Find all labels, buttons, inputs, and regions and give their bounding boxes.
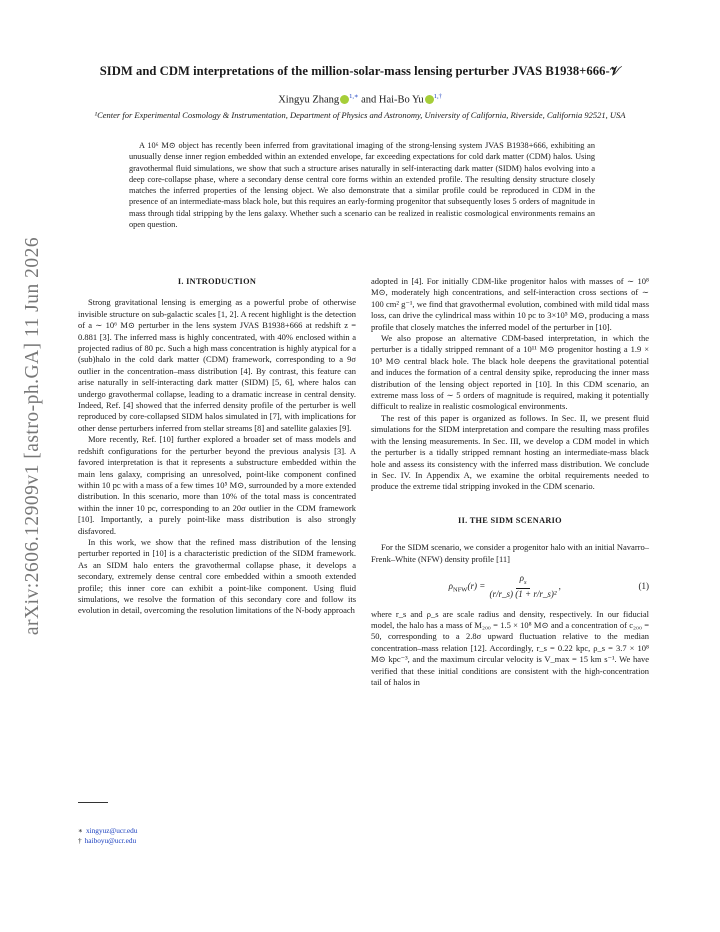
abstract: A 10⁶ M⊙ object has recently been inferred from gravitational imaging of the strong-lensing system JVAS B1938+666, exhibiting an unusually dense inner region embedded within an extended envelope, far exceeding expectations for cold dark matter (CDM) halos. Using gravothermal fluid simulations, we show that such a structure arises naturally in self-interacting dark matter (SIDM) halos evolving into a deep core-collapse phase, where a secondary dense central core forms within an extended profile. The resulting density structure closely matches the inferred properties of the lensing object. We also demonstrate that a similar profile could be reproduced in CDM in the presence of an intermediate-mass black hole, but this requires an early-forming progenitor that subsequently loses 5 orders of magnitude in mass through tidal stripping by the lens galaxy. Whether such a scenario can be realized in realistic cosmological environments remains an open question. — [129, 141, 595, 230]
right-column — [371, 276, 649, 688]
body-paragraph: We also propose an alternative CDM-based interpretation, in which the perturber is a tidally stripped remnant of a 10¹¹ M⊙ progenitor hosting a 1.9 × 10⁵ M⊙ central black hole. The black hole deepens the gravitational potential and induces the formation of a central density spike, reproducing the inner mass distribution of the lensing object reported in [10]. In this CDM scenario, an extreme mass loss of ∼ 5 orders of magnitude is required, making it potentially difficult to realize in realistic cosmological environments. — [371, 333, 649, 412]
body-paragraph: The rest of this paper is organized as follows. In Sec. II, we present fluid simulations for the SIDM interpretation and compare the resulting mass profiles with the lensing measurements. In Sec. III, we develop a CDM model in which the perturber is a tidally stripped remnant hosting an intermediate-mass black hole and assess its consistency with the inferred mass distribution. We conclude in Sec. IV. In Appendix A, we examine the orbital requirements needed to produce the extreme tidal stripping invoked in the CDM scenario. — [371, 412, 649, 492]
body-paragraph: where r_s and ρ_s are scale radius and density, respectively. In our fiducial model, the halo has a mass of M₂₀₀ = 1.5 × 10⁸ M⊙ and a concentration of c₂₀₀ = 50, corresponding to a 2.8σ upward fluctuation relative to the median concentration–mass relation [12]. Accordingly, r_s = 0.22 kpc, ρ_s = 3.7 × 10⁸ M⊙ kpc⁻³, and the maximum circular velocity is V_max = 15 km s⁻¹. We have verified that these initial conditions are consistent with the high-concentration tail of halos in — [371, 608, 649, 687]
section-heading: II. THE SIDM SCENARIO — [458, 515, 562, 525]
orcid-icon[interactable] — [340, 95, 349, 104]
footnote-rule — [78, 802, 108, 803]
author-name: Xingyu Zhang — [278, 94, 340, 106]
section-heading: I. INTRODUCTION — [177, 277, 257, 286]
body-paragraph: For the SIDM scenario, we consider a progenitor halo with an initial Navarro–Frenk–White (NFW) density profile [11] — [371, 542, 649, 564]
body-paragraph: More recently, Ref. [10] further explored a broader set of mass models and redshift configurations for the perturber beyond the previous analysis [3]. A favored interpretation is that it represents a substructure embedded within the main lens galaxy, comprising an unresolved, point-like component confined within 10 pc with a mass of a few times 10⁵ M⊙, surrounded by a more extended distribution. In this scenario, more than 10% of the total mass is concentrated within the inner 10 pc, corresponding to an 20σ outlier in the CDM framework [10]. Importantly, a purely point-like mass distribution is also strongly disfavored. — [78, 434, 356, 536]
author-connector: and — [361, 94, 377, 106]
equation-body: $\rho_{NFW}(r)$ = $\frac{\rho_s}{\text{(r/r\_s) (1 + r/r\_s)²}}$ , — [448, 572, 561, 600]
equation-1 — [371, 573, 649, 601]
author-line — [60, 92, 660, 106]
equation-number: (1) — [638, 581, 649, 592]
body-paragraph: In this work, we show that the refined mass distribution of the lensing perturber reported in [10] is a characteristic prediction of the SIDM framework. As an SIDM halo enters the gravothermal collapse phase, it develops a secondary, extremely dense central core embedded within a smooth extended profile; this inner core can exhibit a point-like component. Using fluid simulations, we resolve the formation of this secondary core and follow its evolution in detail, overcoming the resolution limitations of the N-body approach — [78, 536, 356, 616]
body-paragraph: Strong gravitational lensing is emerging as a powerful probe of otherwise invisible structure on sub-galactic scales [1, 2]. A recent highlight is the detection of a ∼ 10⁶ M⊙ perturber in the lens system JVAS B1938+666 at redshift z = 0.881 [3]. The inferred mass is highly concentrated, with 40% enclosed within a projected radius of 80 pc. Such a high mass concentration is highly atypical for a (sub)halo in the cold dark matter (CDM) framework, corresponding to a 9σ outlier in the concentration–mass distribution [4]. By contrast, this feature can arise naturally in self-interacting dark matter (SIDM) [5, 6], where halos can undergo gravothermal collapse, leading to a dramatic increase in central density. Indeed, Ref. [4] showed that the inferred density profile of the perturber is well reproduced by core-collapsed SIDM halos simulated in [7], with implications for other dense perturbers inferred from stellar streams [8] and satellite galaxies [9]. — [78, 297, 356, 433]
footnote-email[interactable]: † haiboyu@ucr.edu — [78, 836, 137, 845]
orcid-icon[interactable] — [425, 95, 434, 104]
arxiv-stamp-text: arXiv:2606.12909v1 [astro-ph.GA] 11 Jun 2026 — [22, 236, 44, 636]
footnote-email[interactable]: ∗ xingyuz@ucr.edu — [78, 826, 138, 835]
author-affil-mark[interactable]: 1,† — [433, 93, 442, 100]
equation-denominator: (r/r_s) (1 + r/r_s)² — [489, 589, 557, 600]
author-name: Hai-Bo Yu — [378, 94, 424, 106]
arxiv-stamp[interactable] — [12, 226, 54, 646]
left-column — [78, 276, 356, 617]
affiliation: ¹Center for Experimental Cosmology & Instrumentation, Department of Physics and Astronomy, University of California, Riverside, California 92521, USA — [94, 110, 626, 120]
author-affil-mark[interactable]: 1,∗ — [349, 93, 359, 100]
paper-title: SIDM and CDM interpretations of the million-solar-mass lensing perturber JVAS B1938+666-𝒱 — [99, 64, 621, 78]
footnotes — [78, 826, 137, 846]
body-paragraph: adopted in [4]. For initially CDM-like progenitor halos with masses of ∼ 10⁸ M⊙, moderately high concentrations, and self-interaction cross sections of ∼ 100 cm² g⁻¹, we find that gravothermal evolution, combined with mild tidal mass loss, can drive the cylindrical mass within 10 pc to 3×10⁵ M⊙, producing a mass profile that closely matches the inferred model of the perturber in [10]. — [371, 276, 649, 332]
